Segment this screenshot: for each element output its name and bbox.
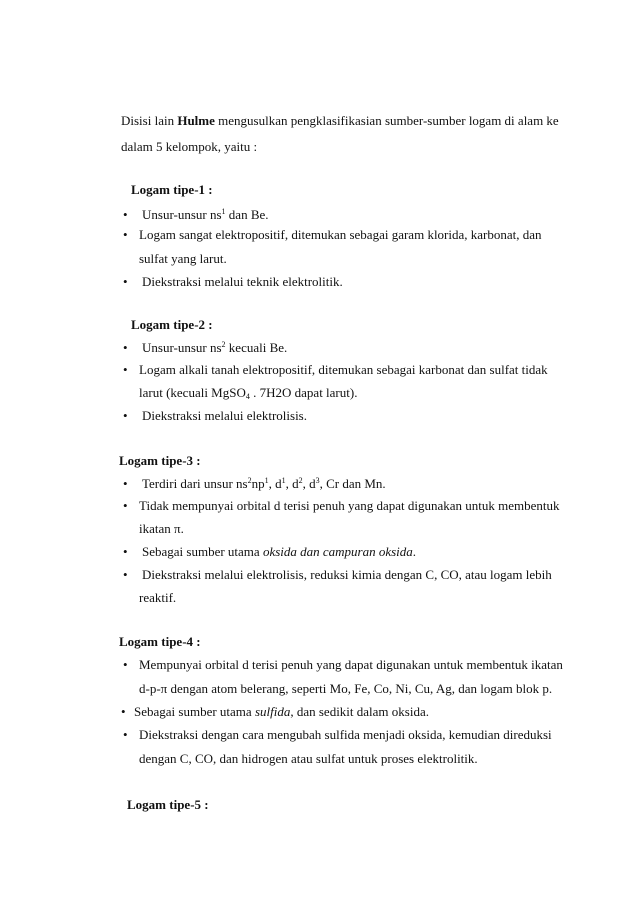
t1-bullet-2-line-2: sulfat yang larut. [139,251,227,266]
t3-b3-text-post: . [412,544,417,559]
heading-type-1: Logam tipe-1 : [131,182,213,197]
bullet-dot: • [123,727,128,742]
t3-b1-sup: 2 [298,476,303,485]
t1-b1-text: Unsur-unsur ns [142,207,222,222]
t4-b2-text: Sebagai sumber utama [134,704,255,719]
t2-bullet-2-line-1: Logam alkali tanah elektropositif, ditemukan sebagai karbonat dan sulfat tidak [139,362,548,377]
intro-line-2: dalam 5 kelompok, yaitu : [121,139,258,154]
t3-bullet-4-line-1: Diekstraksi melalui elektrolisis, reduksi kimia dengan C, CO, atau logam lebih [142,567,552,582]
t3-b1-text: , Cr dan Mn. [319,476,386,491]
t1-bullet-2-line-1: Logam sangat elektropositif, ditemukan sebagai garam klorida, karbonat, dan [139,227,542,242]
t3-b1-text: , d [285,476,299,491]
t3-b3-text: Sebagai sumber utama [142,544,263,559]
t3-bullet-4-line-2: reaktif. [139,590,177,605]
bullet-dot: • [123,567,128,582]
bullet-dot: • [123,476,128,491]
author-name: Hulme [177,113,215,128]
t2-bullet-3: Diekstraksi melalui elektrolisis. [142,408,307,423]
t2-b1-sup: 2 [221,340,226,349]
t2-b1-text-post: kecuali Be. [225,340,288,355]
t4-bullet-3-line-1: Diekstraksi dengan cara mengubah sulfida menjadi oksida, kemudian direduksi [139,727,552,742]
t1-bullet-3: Diekstraksi melalui teknik elektrolitik. [142,274,343,289]
bullet-dot: • [123,274,128,289]
t2-bullet-1 [142,340,287,356]
bullet-dot: • [123,657,128,672]
t3-bullet-3 [142,544,416,560]
heading-type-4: Logam tipe-4 : [119,634,201,649]
heading-type-5: Logam tipe-5 : [127,797,209,812]
t3-bullet-2-line-1: Tidak mempunyai orbital d terisi penuh yang dapat digunakan untuk membentuk [139,498,560,513]
t2-b2-sub: 4 [245,392,250,401]
t3-b1-sup: 3 [315,476,320,485]
heading-type-3: Logam tipe-3 : [119,453,201,468]
t4-bullet-1-line-2: d-p-π dengan atom belerang, seperti Mo, Fe, Co, Ni, Cu, Ag, dan logam blok p. [139,681,553,696]
t1-b1-text-post: dan Be. [225,207,269,222]
t2-b1-text: Unsur-unsur ns [142,340,222,355]
t2-b2-text-post: . 7H2O dapat larut). [249,385,358,400]
t3-bullet-1 [142,476,386,492]
t2-b2-text: larut (kecuali MgSO [139,385,246,400]
t3-b1-sup: 1 [281,476,286,485]
bullet-dot: • [123,498,128,513]
t4-bullet-1-line-1: Mempunyai orbital d terisi penuh yang dapat digunakan untuk membentuk ikatan [139,657,563,672]
bullet-dot: • [123,227,128,242]
intro-text-pre: Disisi lain [121,113,178,128]
t3-b3-italic: oksida dan campuran oksida [262,544,413,559]
t3-b1-text: Terdiri dari unsur ns [142,476,248,491]
bullet-dot: • [123,408,128,423]
t3-bullet-2-line-2: ikatan π. [139,521,184,536]
heading-type-2: Logam tipe-2 : [131,317,213,332]
t4-b2-italic: sulfida [254,704,291,719]
t4-bullet-2 [134,704,429,720]
t4-b2-text-post: , dan sedikit dalam oksida. [290,704,429,719]
intro-line-1 [121,113,561,129]
bullet-dot: • [123,340,128,355]
bullet-dot: • [121,704,126,719]
t4-bullet-3-line-2: dengan C, CO, dan hidrogen atau sulfat untuk proses elektrolitik. [139,751,478,766]
t3-b1-text: , d [302,476,316,491]
bullet-dot: • [123,544,128,559]
t3-b1-text: , d [268,476,282,491]
t1-bullet-1 [142,207,269,223]
t3-b1-sup: 2 [247,476,252,485]
t3-b1-sup: 1 [264,476,269,485]
bullet-dot: • [123,207,128,222]
t2-bullet-2-line-2 [139,385,357,401]
bullet-dot: • [123,362,128,377]
intro-text-post: mengusulkan pengklasifikasian sumber-sumber logam di alam ke [214,113,559,128]
t1-b1-sup: 1 [221,207,226,216]
t3-b1-text: np [251,476,265,491]
